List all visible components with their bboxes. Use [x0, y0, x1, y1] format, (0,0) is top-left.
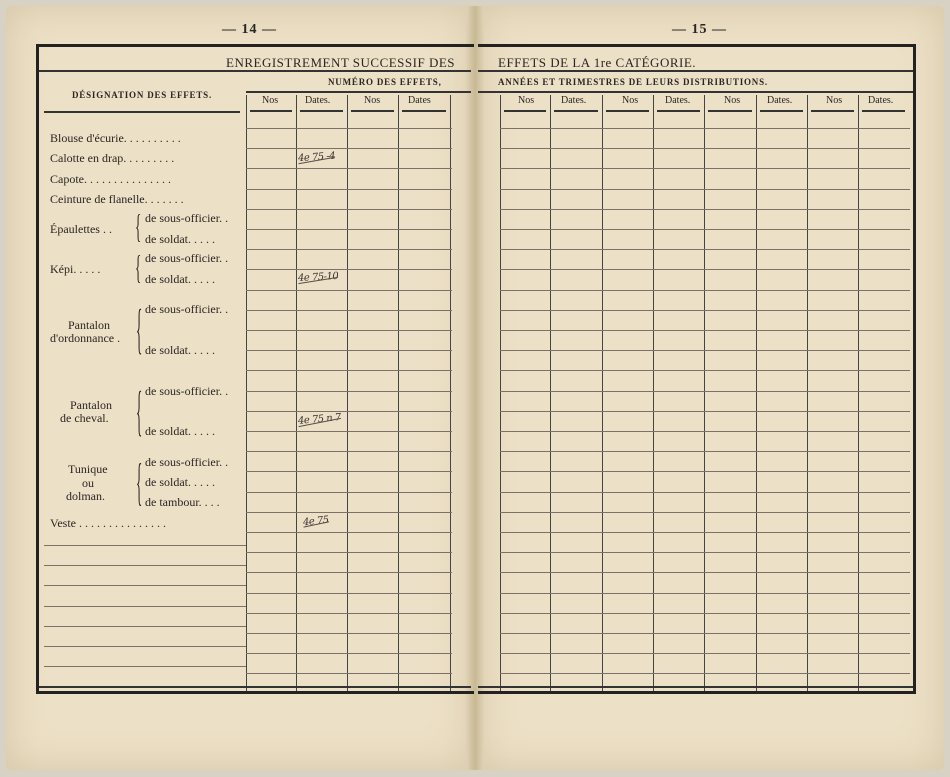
pantalon-cheval-soldat: de soldat. . . . .	[145, 424, 215, 438]
ledger-row-line	[500, 290, 910, 291]
ledger-row-line	[500, 673, 910, 674]
col-header-left-4: Dates	[408, 95, 431, 106]
column-header-underline	[300, 110, 343, 112]
distributions-rule	[478, 91, 913, 93]
ledger-row-line	[500, 411, 910, 412]
grid-column-line	[550, 95, 551, 691]
ledger-row-line	[246, 148, 452, 149]
ledger-row-line	[246, 673, 452, 674]
page-number-left: — 14 —	[222, 22, 277, 37]
ledger-row-line	[44, 585, 246, 586]
column-header-underline	[250, 110, 292, 112]
ledger-row-line	[246, 168, 452, 169]
col-header-left-1: Nos	[262, 95, 279, 106]
ledger-row-line	[44, 666, 246, 667]
column-header-underline	[760, 110, 803, 112]
ledger-row-line	[246, 128, 452, 129]
ledger-row-line	[246, 229, 452, 230]
numero-header: NUMÉRO DES EFFETS,	[328, 77, 442, 87]
ledger-row-line	[246, 209, 452, 210]
ledger-row-line	[500, 370, 910, 371]
ledger-row-line	[500, 209, 910, 210]
ledger-row-line	[44, 545, 246, 546]
col-header-right-4: Dates.	[665, 95, 691, 106]
header-rule-right	[478, 70, 913, 72]
ledger-row-line	[246, 593, 452, 594]
col-header-left-2: Dates.	[305, 95, 331, 106]
ledger-row-line	[246, 290, 452, 291]
brace-kepi: {	[135, 247, 142, 287]
ledger-row-line	[246, 431, 452, 432]
ledger-row-line	[246, 613, 452, 614]
grid-column-line	[858, 95, 859, 691]
pantalon-ordonnance-soldat: de soldat. . . . .	[145, 343, 215, 357]
ledger-row-line	[44, 606, 246, 607]
item-pantalon-ordonnance-line2: d'ordonnance .	[50, 331, 121, 345]
ledger-row-line	[44, 565, 246, 566]
ledger-row-line	[500, 310, 910, 311]
handwritten-cheval-date: 4e 75 n 7	[297, 412, 342, 427]
brace-tunique: {	[136, 451, 143, 511]
ledger-row-line	[246, 370, 452, 371]
ledger-row-line	[500, 512, 910, 513]
header-rule-left	[39, 70, 471, 72]
numero-rule	[246, 91, 471, 93]
item-pantalon-cheval-line1: Pantalon	[70, 398, 112, 412]
ledger-row-line	[500, 532, 910, 533]
item-pantalon-ordonnance-line1: Pantalon	[68, 318, 110, 332]
ledger-row-line	[500, 471, 910, 472]
ledger-row-line	[500, 451, 910, 452]
right-header-title: EFFETS DE LA 1re CATÉGORIE.	[498, 55, 697, 70]
ledger-row-line	[246, 189, 452, 190]
ledger-row-line	[500, 552, 910, 553]
ledger-row-line	[246, 411, 452, 412]
page-number-right: — 15 —	[672, 22, 727, 37]
ledger-row-line	[500, 613, 910, 614]
epaulettes-soldat: de soldat. . . . .	[145, 232, 215, 246]
ledger-row-line	[246, 633, 452, 634]
col-header-right-2: Dates.	[561, 95, 587, 106]
bottom-rule-left	[39, 686, 471, 688]
ledger-row-line	[44, 626, 246, 627]
grid-column-line	[653, 95, 654, 691]
column-header-underline	[504, 110, 546, 112]
designation-underline	[44, 111, 240, 113]
col-header-right-1: Nos	[518, 95, 535, 106]
epaulettes-sous-officier: de sous-officier. .	[145, 211, 229, 225]
grid-column-line	[704, 95, 705, 691]
ledger-row-line	[246, 391, 452, 392]
column-header-underline	[811, 110, 854, 112]
ledger-row-line	[500, 431, 910, 432]
ledger-row-line	[500, 229, 910, 230]
ledger-row-line	[44, 646, 246, 647]
ledger-row-line	[246, 471, 452, 472]
ledger-row-line	[246, 512, 452, 513]
bottom-rule-right	[478, 686, 913, 688]
item-pantalon-cheval-line2: de cheval.	[60, 411, 109, 425]
grid-column-line	[500, 95, 501, 691]
col-header-left-3: Nos	[364, 95, 381, 106]
item-ceinture: Ceinture de flanelle. . . . . . .	[50, 192, 184, 206]
col-header-right-8: Dates.	[868, 95, 894, 106]
handwritten-calotte-date: 4e 75 -4	[297, 150, 336, 165]
brace-epaulettes: {	[135, 206, 142, 246]
brace-pantalon-ordonnance: {	[136, 296, 143, 360]
grid-column-line	[296, 95, 297, 691]
pantalon-ordonnance-sous-officier: de sous-officier. .	[145, 302, 229, 316]
ledger-row-line	[500, 128, 910, 129]
item-tunique-line3: dolman.	[66, 489, 105, 503]
ledger-row-line	[246, 572, 452, 573]
ledger-row-line	[246, 532, 452, 533]
ledger-row-line	[500, 148, 910, 149]
item-epaulettes: Épaulettes . .	[50, 222, 112, 236]
tunique-sous-officier: de sous-officier. .	[145, 455, 229, 469]
ledger-row-line	[246, 492, 452, 493]
grid-column-line	[807, 95, 808, 691]
ledger-row-line	[246, 552, 452, 553]
column-header-underline	[708, 110, 752, 112]
ledger-row-line	[246, 249, 452, 250]
grid-column-line	[246, 95, 247, 691]
grid-column-line	[602, 95, 603, 691]
column-header-underline	[402, 110, 446, 112]
grid-column-line	[450, 95, 451, 691]
column-header-underline	[657, 110, 700, 112]
grid-column-line	[756, 95, 757, 691]
pantalon-cheval-sous-officier: de sous-officier. .	[145, 384, 229, 398]
ledger-row-line	[500, 633, 910, 634]
distributions-header: ANNÉES ET TRIMESTRES DE LEURS DISTRIBUTIONS.	[498, 77, 768, 87]
item-calotte: Calotte en drap. . . . . . . . .	[50, 151, 175, 165]
ledger-row-line	[246, 310, 452, 311]
tunique-soldat: de soldat. . . . .	[145, 475, 215, 489]
ledger-row-line	[500, 168, 910, 169]
col-header-right-5: Nos	[724, 95, 741, 106]
ledger-row-line	[246, 451, 452, 452]
tunique-tambour: de tambour. . . .	[145, 495, 220, 509]
ledger-row-line	[246, 653, 452, 654]
item-tunique-line1: Tunique	[68, 462, 108, 476]
ledger-row-line	[500, 572, 910, 573]
ledger-row-line	[500, 653, 910, 654]
ledger-row-line	[500, 269, 910, 270]
column-header-underline	[606, 110, 649, 112]
item-capote: Capote. . . . . . . . . . . . . . .	[50, 172, 171, 186]
ledger-row-line	[500, 350, 910, 351]
column-header-underline	[351, 110, 394, 112]
col-header-right-7: Nos	[826, 95, 843, 106]
handwritten-veste-date: 4e 75	[302, 514, 330, 529]
ledger-row-line	[500, 249, 910, 250]
kepi-soldat: de soldat. . . . .	[145, 272, 215, 286]
handwritten-kepi-date: 4e 75-10	[297, 270, 339, 285]
column-header-underline	[554, 110, 598, 112]
ledger-row-line	[246, 269, 452, 270]
brace-pantalon-cheval: {	[136, 378, 143, 442]
ledger-row-line	[246, 350, 452, 351]
ledger-row-line	[246, 330, 452, 331]
item-kepi: Képi. . . . .	[50, 262, 101, 276]
item-veste: Veste . . . . . . . . . . . . . . .	[50, 516, 166, 530]
col-header-right-6: Dates.	[767, 95, 793, 106]
ledger-row-line	[500, 189, 910, 190]
grid-column-line	[347, 95, 348, 691]
grid-column-line	[398, 95, 399, 691]
item-blouse: Blouse d'écurie. . . . . . . . . .	[50, 131, 181, 145]
ledger-row-line	[500, 593, 910, 594]
ledger-row-line	[500, 492, 910, 493]
left-header-title: ENREGISTREMENT SUCCESSIF DES	[226, 55, 456, 70]
col-header-right-3: Nos	[622, 95, 639, 106]
ledger-row-line	[500, 391, 910, 392]
right-table-frame	[478, 44, 916, 694]
kepi-sous-officier: de sous-officier. .	[145, 251, 229, 265]
column-header-underline	[862, 110, 905, 112]
ledger-row-line	[500, 330, 910, 331]
item-tunique-line2: ou	[82, 476, 94, 490]
designation-header: DÉSIGNATION DES EFFETS.	[72, 90, 213, 100]
